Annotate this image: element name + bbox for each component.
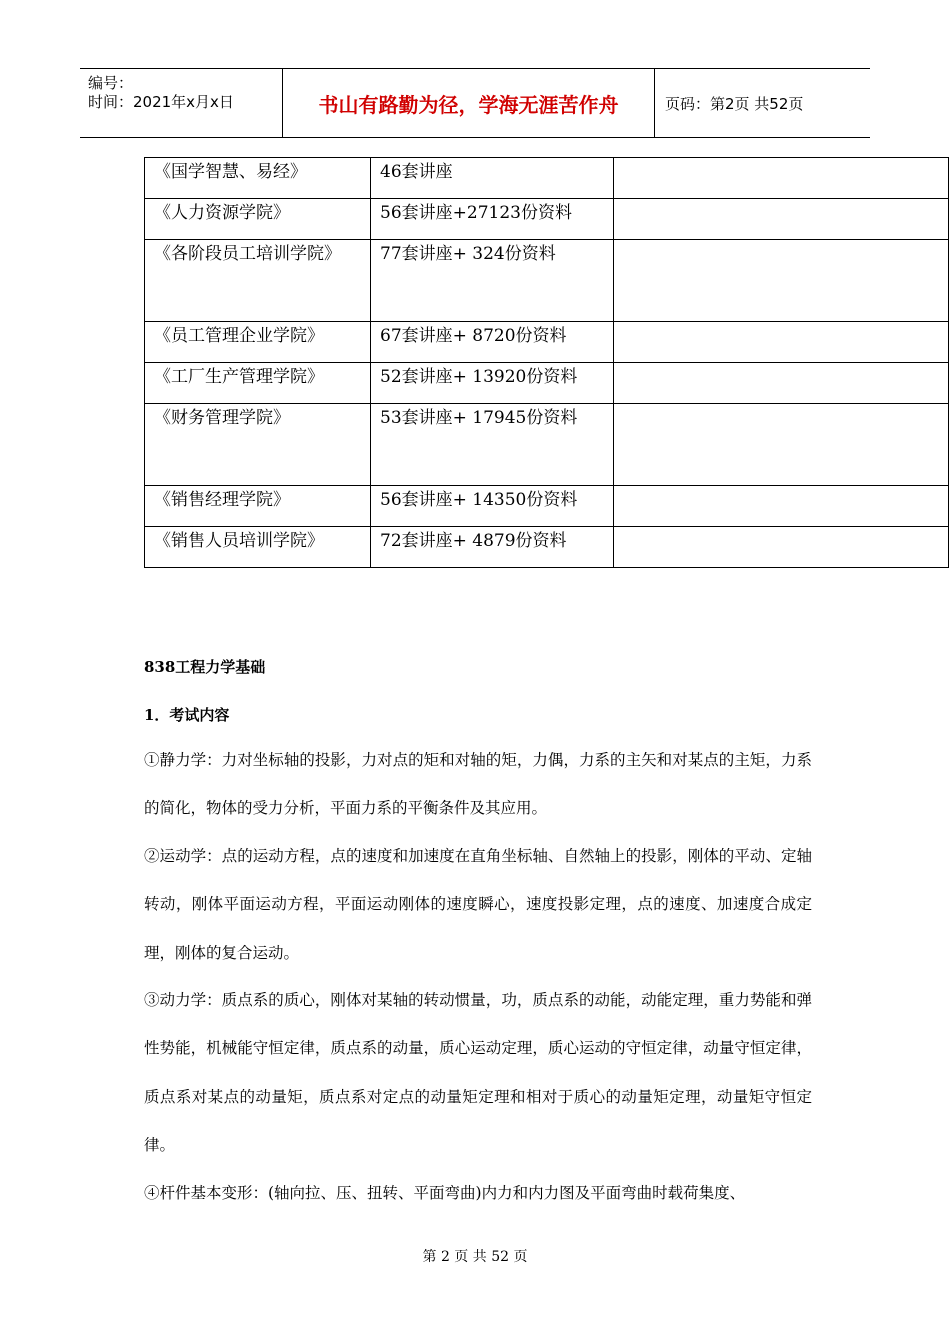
header-motto: 书山有路勤为径，学海无涯苦作舟 — [283, 69, 655, 137]
cell-note — [614, 404, 949, 486]
cell-course-name — [145, 240, 371, 322]
cell-note — [614, 486, 949, 527]
cell-text: 53套讲座+ 17945份资料 — [380, 408, 578, 428]
cell-resource-count — [371, 404, 614, 486]
cell-text: 56套讲座+ 14350份资料 — [380, 490, 578, 510]
cell-text: 52套讲座+ 13920份资料 — [380, 367, 578, 387]
header-page-label: 页码：第2页 共52页 — [665, 94, 804, 113]
section-title: 1．考试内容 — [144, 706, 230, 724]
cell-note — [614, 363, 949, 404]
paragraph-statics: ①静力学：力对坐标轴的投影，力对点的矩和对轴的矩，力偶，力系的主矢和对某点的主矩，力系的简化，物体的受力分析，平面力系的平衡条件及其应用。 — [144, 751, 812, 818]
resource-table — [144, 157, 949, 568]
cell-text: 《销售经理学院》 — [154, 490, 290, 510]
cell-note — [614, 240, 949, 322]
cell-text: 56套讲座+27123份资料 — [380, 203, 572, 223]
page-header — [80, 68, 870, 138]
time-label: 时间：2021年x月x日 — [88, 93, 234, 111]
course-title: 838工程力学基础 — [144, 658, 266, 676]
cell-course-name — [145, 527, 371, 568]
cell-text: 《人力资源学院》 — [154, 203, 290, 223]
cell-note — [614, 322, 949, 363]
cell-note — [614, 527, 949, 568]
cell-text: 77套讲座+ 324份资料 — [380, 244, 556, 264]
paragraph-deformation: ④杆件基本变形：(轴向拉、压、扭转、平面弯曲)内力和内力图及平面弯曲时载荷集度、 — [144, 1184, 746, 1202]
number-label: 编号： — [88, 74, 134, 92]
table-row — [145, 527, 949, 568]
paragraph-kinematics: ②运动学：点的运动方程，点的速度和加速度在直角坐标轴、自然轴上的投影，刚体的平动、定轴转动，刚体平面运动方程，平面运动刚体的速度瞬心，速度投影定理，点的速度、加速度合成定理，刚体的复合运动。 — [144, 847, 812, 962]
cell-text: 72套讲座+ 4879份资料 — [380, 531, 567, 551]
header-info-cell — [80, 69, 283, 137]
page-footer: 第 2 页 共 52 页 — [422, 1249, 528, 1265]
paragraph-dynamics: ③动力学：质点系的质心，刚体对某轴的转动惯量，功，质点系的动能，动能定理，重力势能和弹性势能，机械能守恒定律，质点系的动量，质心运动定理，质心运动的守恒定律，动量守恒定律，质点系对某点的动量矩，质点系对定点的动量矩定理和相对于质心的动量矩定理，动量矩守恒定律。 — [144, 991, 812, 1154]
cell-text: 67套讲座+ 8720份资料 — [380, 326, 567, 346]
cell-text: 《销售人员培训学院》 — [154, 531, 324, 551]
cell-resource-count — [371, 240, 614, 322]
table-row — [145, 240, 949, 322]
cell-text: 《财务管理学院》 — [154, 408, 290, 428]
cell-text: 《员工管理企业学院》 — [154, 326, 324, 346]
cell-note — [614, 158, 949, 199]
cell-text: 《工厂生产管理学院》 — [154, 367, 324, 387]
cell-text: 《国学智慧、易经》 — [154, 162, 307, 182]
table-row — [145, 404, 949, 486]
cell-text: 46套讲座 — [380, 162, 453, 182]
cell-text: 《各阶段员工培训学院》 — [154, 244, 341, 264]
cell-resource-count — [371, 527, 614, 568]
cell-note — [614, 199, 949, 240]
cell-course-name — [145, 404, 371, 486]
